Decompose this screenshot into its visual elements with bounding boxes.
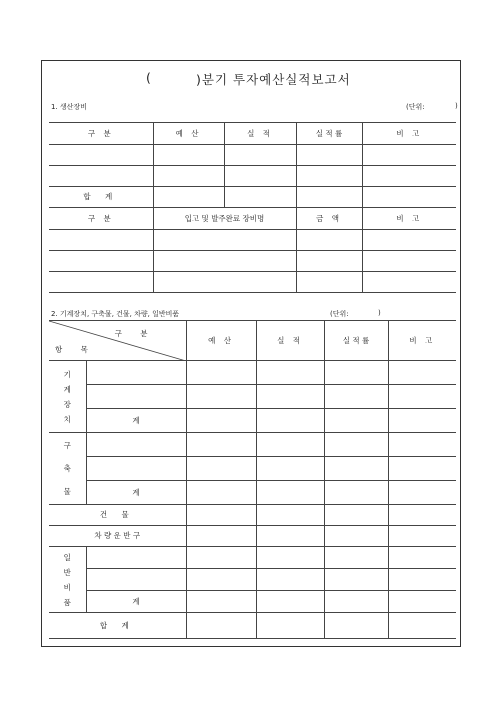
s2-corner-top: 구 분	[114, 329, 156, 338]
group-char: 계	[63, 384, 71, 394]
s2-header-actual: 실 적	[256, 321, 324, 361]
title-paren: (	[146, 70, 151, 85]
s2-cell[interactable]	[388, 481, 456, 505]
s2-cell[interactable]	[324, 613, 388, 639]
s2-group-structures	[49, 433, 86, 505]
s1-cell[interactable]	[153, 145, 224, 166]
s1-header-actual: 실 적	[224, 123, 296, 145]
s1-header2-amount: 금 액	[296, 208, 362, 230]
s2-cell[interactable]	[388, 385, 456, 409]
group-char: 품	[63, 597, 71, 607]
s1-cell[interactable]	[362, 187, 456, 208]
s2-cell[interactable]	[388, 591, 456, 613]
s2-cell[interactable]	[324, 457, 388, 481]
s2-cell[interactable]	[324, 409, 388, 433]
s2-structures-subtotal: 계	[86, 481, 186, 505]
s1-header-budget: 예 산	[153, 123, 224, 145]
s1-cell[interactable]	[296, 251, 362, 272]
s1-cell[interactable]	[224, 166, 296, 187]
s2-cell[interactable]	[388, 613, 456, 639]
s1-cell[interactable]	[296, 230, 362, 251]
s2-cell[interactable]	[186, 385, 256, 409]
s2-cell[interactable]	[256, 361, 324, 385]
s1-cell[interactable]	[362, 230, 456, 251]
s2-cell[interactable]	[388, 547, 456, 569]
s2-cell[interactable]	[324, 591, 388, 613]
s2-fixtures-subtotal: 계	[86, 591, 186, 613]
diagonal-line	[49, 321, 186, 361]
s2-cell[interactable]	[186, 409, 256, 433]
section2-unit-open: (단위:	[330, 310, 349, 318]
s2-header-budget: 예 산	[186, 321, 256, 361]
s2-header-rate: 실 적 률	[324, 321, 388, 361]
s2-cell[interactable]	[86, 569, 186, 591]
s1-cell[interactable]	[49, 145, 153, 166]
title-main: )분기 투자예산실적보고서	[196, 72, 351, 87]
s2-cell[interactable]	[86, 433, 186, 457]
s1-cell[interactable]	[296, 145, 362, 166]
s1-cell[interactable]	[224, 145, 296, 166]
s1-cell[interactable]	[362, 251, 456, 272]
s2-cell[interactable]	[186, 505, 256, 526]
s1-cell[interactable]	[224, 187, 296, 208]
group-char: 축	[63, 463, 71, 473]
s2-cell[interactable]	[256, 457, 324, 481]
s1-cell[interactable]	[153, 251, 296, 272]
s2-cell[interactable]	[256, 385, 324, 409]
s1-header2-category: 구 분	[49, 208, 153, 230]
s1-cell[interactable]	[153, 272, 296, 293]
section1-unit-open: (단위:	[406, 103, 425, 111]
s2-cell[interactable]	[186, 526, 256, 547]
s1-cell[interactable]	[296, 166, 362, 187]
s2-cell[interactable]	[186, 433, 256, 457]
s1-header2-equipment: 입고 및 발주완료 장비명	[153, 208, 296, 230]
s2-building-label: 건 물	[49, 505, 186, 526]
s2-cell[interactable]	[186, 457, 256, 481]
section1-unit-close: )	[455, 102, 458, 110]
s2-group-fixtures	[49, 547, 86, 613]
s2-corner-header	[49, 321, 186, 361]
s1-cell[interactable]	[49, 230, 153, 251]
s2-cell[interactable]	[324, 361, 388, 385]
s2-cell[interactable]	[186, 569, 256, 591]
s2-cell[interactable]	[186, 591, 256, 613]
group-char: 물	[63, 487, 71, 497]
group-char: 일	[63, 552, 71, 562]
s2-cell[interactable]	[324, 481, 388, 505]
s1-header2-remarks: 비 고	[362, 208, 456, 230]
s1-cell[interactable]	[296, 187, 362, 208]
s2-cell[interactable]	[86, 547, 186, 569]
s1-cell[interactable]	[153, 230, 296, 251]
group-char: 장	[63, 399, 71, 409]
s1-cell[interactable]	[153, 187, 224, 208]
s2-machinery-subtotal: 계	[86, 409, 186, 433]
s1-cell[interactable]	[362, 166, 456, 187]
s2-cell[interactable]	[256, 569, 324, 591]
s1-cell[interactable]	[49, 272, 153, 293]
section1-heading: 1. 생산장비	[51, 103, 87, 111]
s2-group-machinery	[49, 361, 86, 433]
s2-cell[interactable]	[324, 433, 388, 457]
s2-cell[interactable]	[256, 591, 324, 613]
s2-vehicle-label: 차 량 운 반 구	[49, 526, 186, 547]
section2-table	[49, 320, 456, 639]
s2-cell[interactable]	[256, 526, 324, 547]
document-title	[41, 70, 461, 90]
s1-cell[interactable]	[49, 251, 153, 272]
s2-cell[interactable]	[324, 385, 388, 409]
s2-cell[interactable]	[186, 481, 256, 505]
group-char: 기	[63, 369, 71, 379]
s1-header-rate: 실 적 률	[296, 123, 362, 145]
s1-cell[interactable]	[49, 166, 153, 187]
section2-unit-close: )	[378, 309, 381, 317]
s2-cell[interactable]	[324, 569, 388, 591]
s2-cell[interactable]	[256, 433, 324, 457]
group-char: 구	[63, 440, 71, 450]
s2-cell[interactable]	[256, 409, 324, 433]
s2-cell[interactable]	[388, 361, 456, 385]
s2-cell[interactable]	[324, 505, 388, 526]
s2-cell[interactable]	[256, 613, 324, 639]
s2-cell[interactable]	[388, 433, 456, 457]
s2-cell[interactable]	[388, 505, 456, 526]
s1-cell[interactable]	[296, 272, 362, 293]
s2-cell[interactable]	[86, 457, 186, 481]
s2-cell[interactable]	[86, 385, 186, 409]
s2-cell[interactable]	[256, 505, 324, 526]
s2-cell[interactable]	[186, 547, 256, 569]
s2-cell[interactable]	[256, 481, 324, 505]
s1-cell[interactable]	[362, 145, 456, 166]
section2-heading: 2. 기계장치, 구축물, 건물, 차량, 일반비품	[51, 310, 180, 318]
s2-cell[interactable]	[186, 361, 256, 385]
s2-cell[interactable]	[388, 526, 456, 547]
group-char: 비	[63, 582, 71, 592]
s1-total-label: 합 계	[49, 187, 153, 208]
s2-cell[interactable]	[388, 569, 456, 591]
s2-corner-bottom: 항 목	[55, 344, 96, 354]
s1-cell[interactable]	[153, 166, 224, 187]
s2-cell[interactable]	[388, 457, 456, 481]
s1-cell[interactable]	[362, 272, 456, 293]
s2-total-label: 합 계	[49, 613, 186, 639]
s2-cell[interactable]	[324, 526, 388, 547]
s2-cell[interactable]	[86, 361, 186, 385]
section1-table	[49, 122, 456, 293]
s2-cell[interactable]	[324, 547, 388, 569]
s1-header-remarks: 비 고	[362, 123, 456, 145]
s2-cell[interactable]	[388, 409, 456, 433]
group-char: 반	[63, 567, 71, 577]
s2-cell[interactable]	[186, 613, 256, 639]
group-char: 치	[63, 414, 71, 424]
s2-header-remarks: 비 고	[388, 321, 456, 361]
s1-header-category: 구 분	[49, 123, 153, 145]
s2-cell[interactable]	[256, 547, 324, 569]
